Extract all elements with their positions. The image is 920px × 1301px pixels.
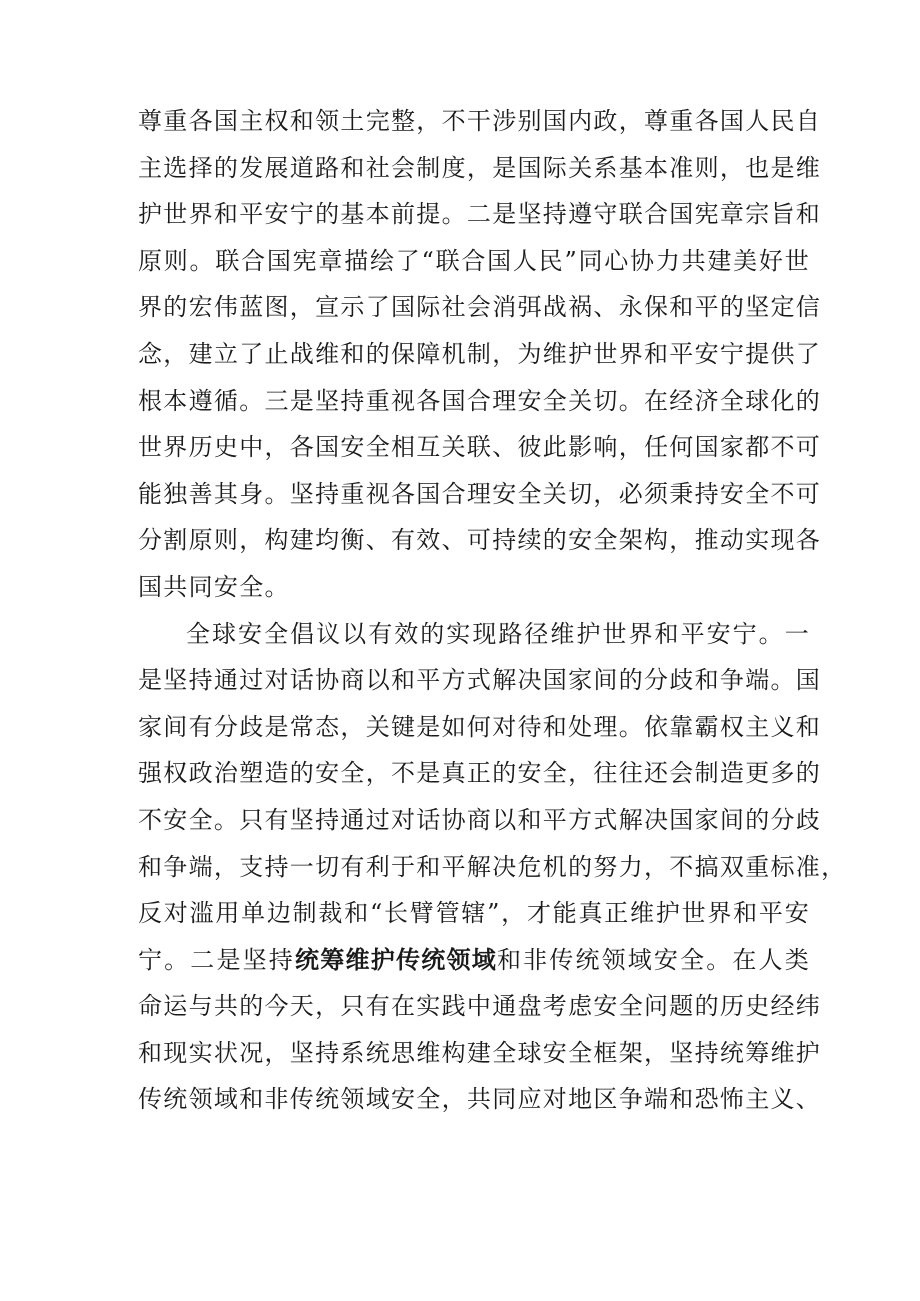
paragraph-2-line-3: 家间有分歧是常态，关键是如何对待和处理。依靠霸权主义和 (138, 712, 822, 741)
body-text (138, 98, 847, 1123)
paragraph-1-line-3: 护世界和平安宁的基本前提。二是坚持遵守联合国宪章宗旨和 (138, 200, 822, 229)
paragraph-1-line-1: 尊重各国主权和领土完整，不干涉别国内政，尊重各国人民自 (138, 107, 822, 135)
paragraph-2-line-4: 强权政治塑造的安全，不是真正的安全，往往还会制造更多的 (138, 759, 822, 788)
paragraph-2-line-10: 和现实状况，坚持系统思维构建全球安全框架，坚持统筹维护 (138, 1038, 822, 1067)
bold-highlight-text: 统筹维护传统领域 (294, 945, 497, 974)
paragraph-2-line-7: 反对滥用单边制裁和“长臂管辖”，才能真正维护世界和平安 (138, 899, 810, 928)
paragraph-2-line-2: 是坚持通过对话协商以和平方式解决国家间的分歧和争端。国 (138, 666, 822, 695)
paragraph-2-line-8 (138, 937, 810, 984)
paragraph-2-line-11: 传统领域和非传统领域安全，共同应对地区争端和恐怖主义、 (138, 1085, 822, 1114)
paragraph-2-line-5: 不安全。只有坚持通过对话协商以和平方式解决国家间的分歧 (138, 805, 822, 834)
line-8-post-text: 和非传统领域安全。在人类 (496, 945, 810, 974)
paragraph-1-line-7: 根本遵循。三是坚持重视各国合理安全关切。在经济全球化的 (138, 386, 822, 415)
line-8-pre-text: 宁。二是坚持 (138, 945, 295, 974)
paragraph-1-line-2: 主选择的发展道路和社会制度，是国际关系基本准则，也是维 (138, 153, 822, 182)
paragraph-1-line-8: 世界历史中，各国安全相互关联、彼此影响，任何国家都不可 (138, 433, 822, 462)
paragraph-1-line-11: 国共同安全。 (138, 572, 290, 601)
paragraph-1-line-6: 念，建立了止战维和的保障机制，为维护世界和平安宁提供了 (138, 339, 822, 368)
paragraph-1-line-10: 分割原则，构建均衡、有效、可持续的安全架构，推动实现各 (138, 526, 822, 555)
paragraph-2-line-6: 和争端，支持一切有利于和平解决危机的努力，不搞双重标准， (138, 852, 847, 881)
paragraph-1-line-4: 原则。联合国宪章描绘了“联合国人民”同心协力共建美好世 (138, 246, 810, 275)
paragraph-1-line-5: 界的宏伟蓝图，宣示了国际社会消弭战祸、永保和平的坚定信 (138, 293, 822, 322)
paragraph-2-line-1: 全球安全倡议以有效的实现路径维护世界和平安宁。一 (186, 619, 810, 648)
paragraph-2-line-9: 命运与共的今天，只有在实践中通盘考虑安全问题的历史经纬 (138, 992, 822, 1021)
paragraph-1-line-9: 能独善其身。坚持重视各国合理安全关切，必须秉持安全不可 (138, 479, 822, 508)
